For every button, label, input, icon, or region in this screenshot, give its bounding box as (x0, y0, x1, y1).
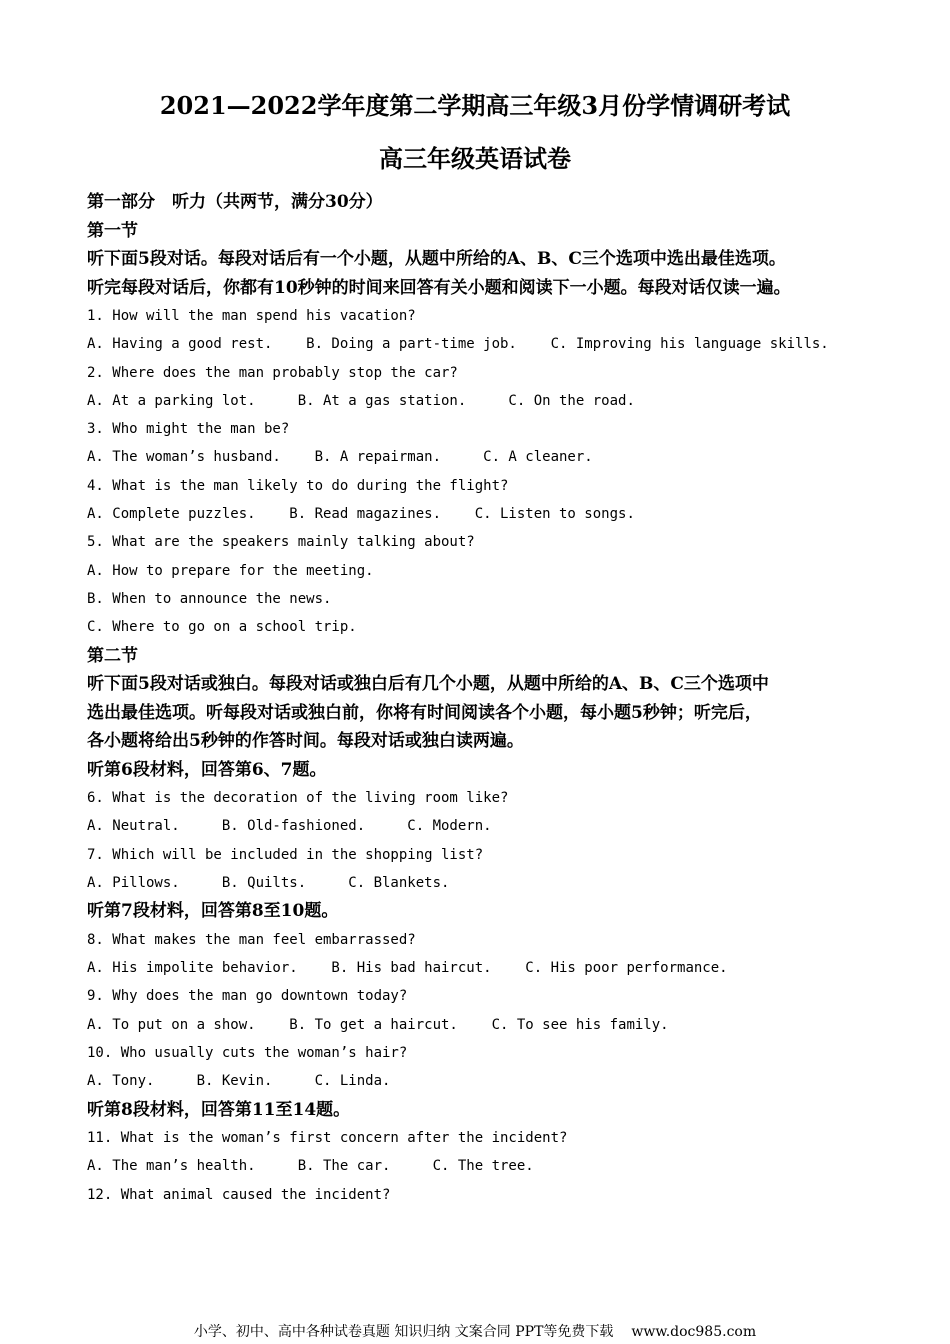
question-6: 6. What is the decoration of the living room like? (87, 790, 509, 807)
question-5: 5. What are the speakers mainly talking about? (87, 534, 475, 551)
question-5-option-a: A. How to prepare for the meeting. (87, 562, 374, 579)
section2-instruction-2: 选出最佳选项。听每段对话或独白前，你将有时间阅读各个小题，每小题5秒钟；听完后， (87, 702, 762, 723)
exam-subtitle: 高三年级英语试卷 (379, 144, 571, 173)
part1-heading: 第一部分 听力（共两节，满分30分） (87, 192, 383, 212)
section1-instruction-1: 听下面5段对话。每段对话后有一个小题，从题中所给的A、B、C三个选项中选出最佳选项。 (87, 249, 786, 269)
question-9-options: A. To put on a show. B. To get a haircut. C. To see his family. (87, 1016, 669, 1033)
exam-title: 2021—2022学年度第二学期高三年级3月份学情调研考试 (159, 91, 791, 120)
question-5-option-b: B. When to announce the news. (87, 590, 332, 607)
question-12: 12. What animal caused the incident? (87, 1186, 391, 1203)
question-7-options: A. Pillows. B. Quilts. C. Blankets. (87, 874, 450, 891)
exam-content (87, 188, 887, 1209)
question-3-options: A. The woman’s husband. B. A repairman. C. A cleaner. (87, 449, 593, 466)
material6-heading: 听第6段材料，回答第6、7题。 (87, 759, 327, 780)
footer-site-link[interactable]: www.doc985.com (631, 1324, 757, 1340)
question-1: 1. How will the man spend his vacation? (87, 308, 416, 324)
question-4-options: A. Complete puzzles. B. Read magazines. C. Listen to songs. (87, 506, 635, 523)
question-11-options: A. The man’s health. B. The car. C. The tree. (87, 1158, 534, 1175)
question-9: 9. Why does the man go downtown today? (87, 988, 408, 1005)
section2-heading: 第二节 (87, 645, 138, 666)
question-7: 7. Which will be included in the shopping list? (87, 846, 484, 863)
question-6-options: A. Neutral. B. Old-fashioned. C. Modern. (87, 818, 492, 835)
material7-heading: 听第7段材料，回答第8至10题。 (87, 901, 339, 922)
question-2-options: A. At a parking lot. B. At a gas station. C. On the road. (87, 392, 635, 409)
section1-instruction-2: 听完每段对话后，你都有10秒钟的时间来回答有关小题和阅读下一小题。每段对话仅读一遍。 (87, 277, 791, 298)
question-1-options: A. Having a good rest. B. Doing a part-time job. C. Improving his language skills. (87, 336, 829, 353)
question-5-option-c: C. Where to go on a school trip. (87, 619, 357, 636)
question-2: 2. Where does the man probably stop the car? (87, 364, 458, 381)
question-3: 3. Who might the man be? (87, 421, 290, 438)
section2-instruction-3: 各小题将给出5秒钟的作答时间。每段对话或独白读两遍。 (87, 731, 524, 752)
question-10-options: A. Tony. B. Kevin. C. Linda. (87, 1073, 391, 1090)
section2-instruction-1: 听下面5段对话或独白。每段对话或独白后有几个小题，从题中所给的A、B、C三个选项中 (87, 674, 769, 695)
material8-heading: 听第8段材料，回答第11至14题。 (87, 1099, 351, 1120)
page-footer (0, 1322, 950, 1342)
question-8: 8. What makes the man feel embarrassed? (87, 931, 416, 948)
question-10: 10. Who usually cuts the woman’s hair? (87, 1044, 408, 1061)
section1-heading: 第一节 (87, 220, 138, 241)
question-8-options: A. His impolite behavior. B. His bad haircut. C. His poor performance. (87, 960, 728, 977)
footer-text: 小学、初中、高中各种试卷真题 知识归纳 文案合同 PPT等免费下载 (193, 1324, 614, 1340)
question-11: 11. What is the woman’s first concern after the incident? (87, 1130, 568, 1147)
question-4: 4. What is the man likely to do during the flight? (87, 477, 509, 494)
